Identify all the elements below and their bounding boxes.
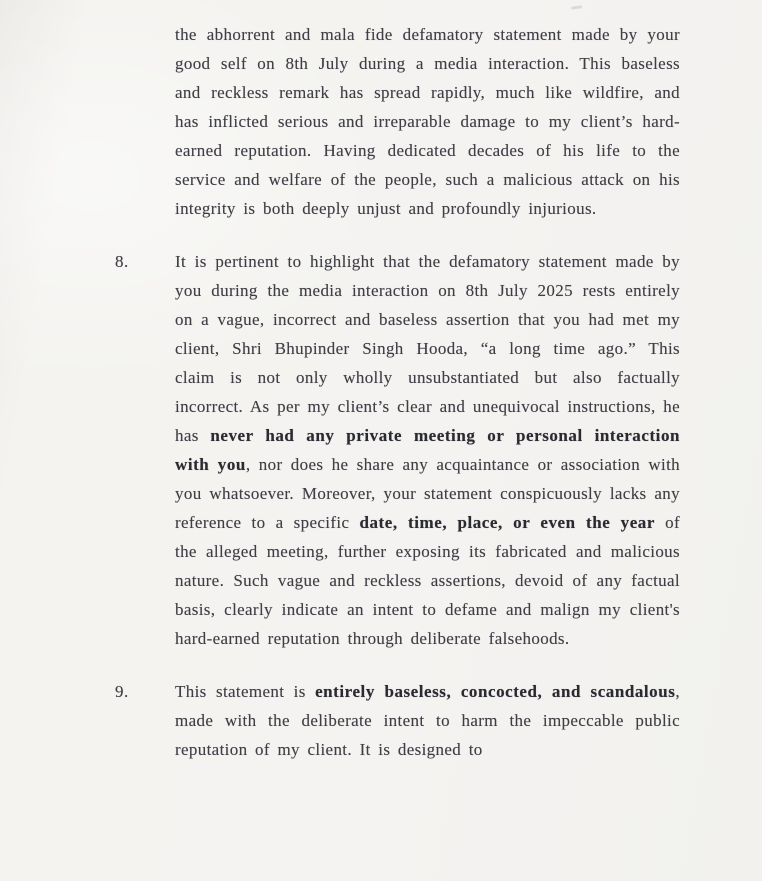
text-run: This statement is [175, 682, 316, 701]
paragraph-text [175, 252, 680, 648]
text-run-bold: never had any private meeting or personal interaction with you [175, 426, 680, 474]
text-run-bold: entirely baseless, concocted, and scandalous [315, 682, 676, 701]
scan-artifact-speck [571, 5, 582, 10]
text-run-bold: date, time, place, or even the year [359, 513, 655, 532]
text-run: It is pertinent to highlight that the defamatory statement made by you during the media interaction on 8th July 2025 rests entirely on a vague, incorrect and baseless assertion that you had met my client, Shri Bhupinder Singh Hooda, “a long time ago.” This claim is not only wholly unsubstantiated but also factually incorrect. As per my client’s clear and unequivocal instructions, he has [175, 252, 680, 445]
text-run: the abhorrent and mala fide defamatory statement made by your good self on 8th July during a media interaction. This baseless and reckless remark has spread rapidly, much like wildfire, and has inflicted serious and irreparable damage to my client’s hard-earned reputation. Having dedicated decades of his life to the service and welfare of the people, such a malicious attack on his integrity is both deeply unjust and profoundly injurious. [175, 25, 680, 218]
paragraph-text [175, 25, 680, 218]
text-run: , made with the deliberate intent to harm the impeccable public reputation of my client. It is designed to [175, 682, 680, 759]
text-run: of the alleged meeting, further exposing its fabricated and malicious nature. Such vague and reckless assertions, devoid of any factual basis, clearly indicate an intent to defame and malign my client's hard-earned reputation through deliberate falsehoods. [175, 513, 680, 648]
text-run: , nor does he share any acquaintance or association with you whatsoever. Moreover, your statement conspicuously lacks any reference to a specific [175, 455, 680, 532]
paragraph-list [115, 20, 680, 764]
paragraph-number: 8. [115, 252, 129, 271]
paragraph [175, 20, 680, 223]
paragraph [115, 247, 680, 653]
paragraph-number: 9. [115, 682, 129, 701]
paragraph [115, 677, 680, 764]
paragraph-text [175, 682, 680, 759]
